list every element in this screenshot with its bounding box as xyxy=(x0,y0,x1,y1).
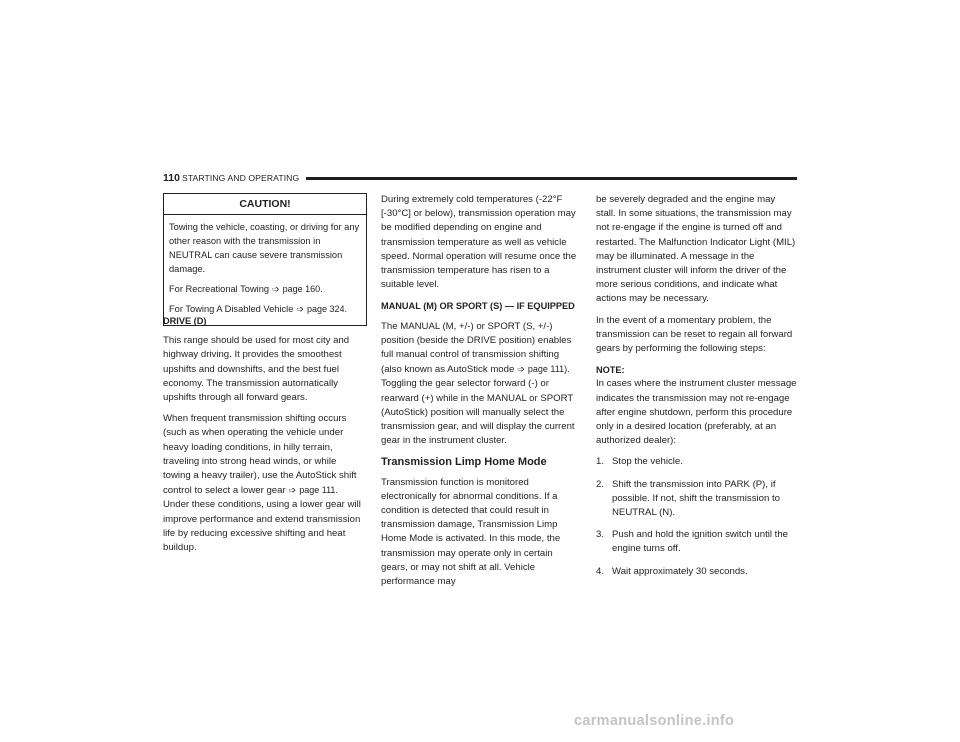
drive-paragraph-2 xyxy=(163,412,365,555)
step-number: 3. xyxy=(596,529,605,541)
caution-ref-recreational xyxy=(169,282,362,296)
page-number: 110 xyxy=(163,172,180,184)
limp-home-paragraph: Transmission function is monitored electronically for abnormal conditions. If a condition is detected that could result in transmission damage, Transmission Limp Home Mode is activated. In this mode, the transmission may operate only in certain gears, or may not shift at all. Vehicle performance may xyxy=(381,476,561,588)
caution-body xyxy=(164,215,366,325)
section-title: STARTING AND OPERATING xyxy=(182,173,300,183)
column-1 xyxy=(163,314,365,562)
watermark: carmanualsonline.info xyxy=(574,713,735,729)
caution-ref-recreational-link[interactable]: page 160. xyxy=(282,284,323,294)
note-block xyxy=(596,363,797,448)
list-item xyxy=(596,528,797,556)
list-item xyxy=(596,565,797,579)
manual-sport-heading: MANUAL (M) OR SPORT (S) — IF EQUIPPED xyxy=(381,301,575,312)
caution-ref-recreational-label: For Recreational Towing xyxy=(169,284,270,294)
caution-title: CAUTION! xyxy=(164,194,366,215)
manual-sport-paragraph xyxy=(381,320,579,449)
cold-temperature-paragraph: During extremely cold temperatures (-22°F [-30°C] or below), transmission operation may be modified depending on engine and transmission temperature as well as vehicle speed. Normal operation will resume once the transmission temperature has risen to a suitable level. xyxy=(381,194,577,291)
arrow-right-icon: ➩ xyxy=(296,304,304,314)
page-header xyxy=(163,171,797,185)
caution-box xyxy=(163,193,367,326)
header-rule xyxy=(306,177,797,180)
reset-paragraph: In the event of a momentary problem, the transmission can be reset to regain all forward gears by performing the following steps: xyxy=(596,314,793,355)
arrow-right-icon: ➩ xyxy=(272,284,280,294)
caution-ref-disabled-label: For Towing A Disabled Vehicle xyxy=(169,304,294,314)
step-text: Push and hold the ignition switch until the engine turns off. xyxy=(612,529,788,555)
note-label: NOTE: xyxy=(596,365,625,376)
arrow-right-icon: ➩ xyxy=(288,485,297,496)
column-3 xyxy=(596,193,797,587)
step-text: Stop the vehicle. xyxy=(612,456,683,468)
manual-sport-pre: The MANUAL (M, +/-) or SPORT (S, +/-) position (beside the DRIVE position) enables full manual control of transmission shifting (also known as AutoStick mode xyxy=(381,320,572,376)
drive-heading: DRIVE (D) xyxy=(163,316,207,326)
caution-ref-disabled-link[interactable]: page 324. xyxy=(306,304,347,314)
manual-sport-post: Toggling the gear selector forward (-) or rearward (+) while in the MANUAL or SPORT (AutoStick) position will manually select the transmission gear, and will display the current gear in the instrument cluster. xyxy=(381,378,575,447)
drive-page-link[interactable]: page 111. xyxy=(299,485,338,496)
drive-paragraph-2-post: Under these conditions, using a lower gear will improve performance and extend transmission life by reducing excessive shifting and heat buildup. xyxy=(163,499,361,554)
note-text: In cases where the instrument cluster message indicates the transmission may not re-engage after engine shutdown, perform this procedure only in a desired location (preferably, at an authorized dealer): xyxy=(596,378,797,447)
step-number: 4. xyxy=(596,565,605,577)
caution-text: Towing the vehicle, coasting, or driving for any other reason with the transmission in NEUTRAL can cause severe transmission damage. xyxy=(169,222,360,274)
reset-steps-list xyxy=(596,455,797,578)
step-number: 1. xyxy=(596,456,605,468)
step-text: Wait approximately 30 seconds. xyxy=(612,565,748,577)
limp-home-continued: be severely degraded and the engine may stall. In some situations, the transmission may not re-engage if the engine is turned off and restarted. The Malfunction Indicator Light (MIL) may be illuminated. A message in the instrument cluster will inform the driver of the more serious conditions, and indicate what actions may be necessary. xyxy=(596,194,796,305)
list-item xyxy=(596,455,797,469)
list-item xyxy=(596,478,797,521)
column-2 xyxy=(381,193,579,596)
step-number: 2. xyxy=(596,478,605,490)
drive-paragraph-1: This range should be used for most city and highway driving. It provides the smoothest upshifts and downshifts, and the best fuel economy. The transmission automatically upshifts through all forward gears. xyxy=(163,335,350,404)
arrow-right-icon: ➩ xyxy=(517,364,525,375)
limp-home-heading: Transmission Limp Home Mode xyxy=(381,456,547,469)
autostick-page-link[interactable]: page 111). xyxy=(527,364,570,375)
drive-paragraph-2-pre: When frequent transmission shifting occurs (such as when operating the vehicle under heavy loading conditions, in hilly terrain, traveling into strong head winds, or while towing a heavy trailer), use the AutoStick shift control to select a lower gear xyxy=(163,413,357,497)
step-text: Shift the transmission into PARK (P), if possible. If not, shift the transmission to NEUTRAL (N). xyxy=(612,478,780,519)
